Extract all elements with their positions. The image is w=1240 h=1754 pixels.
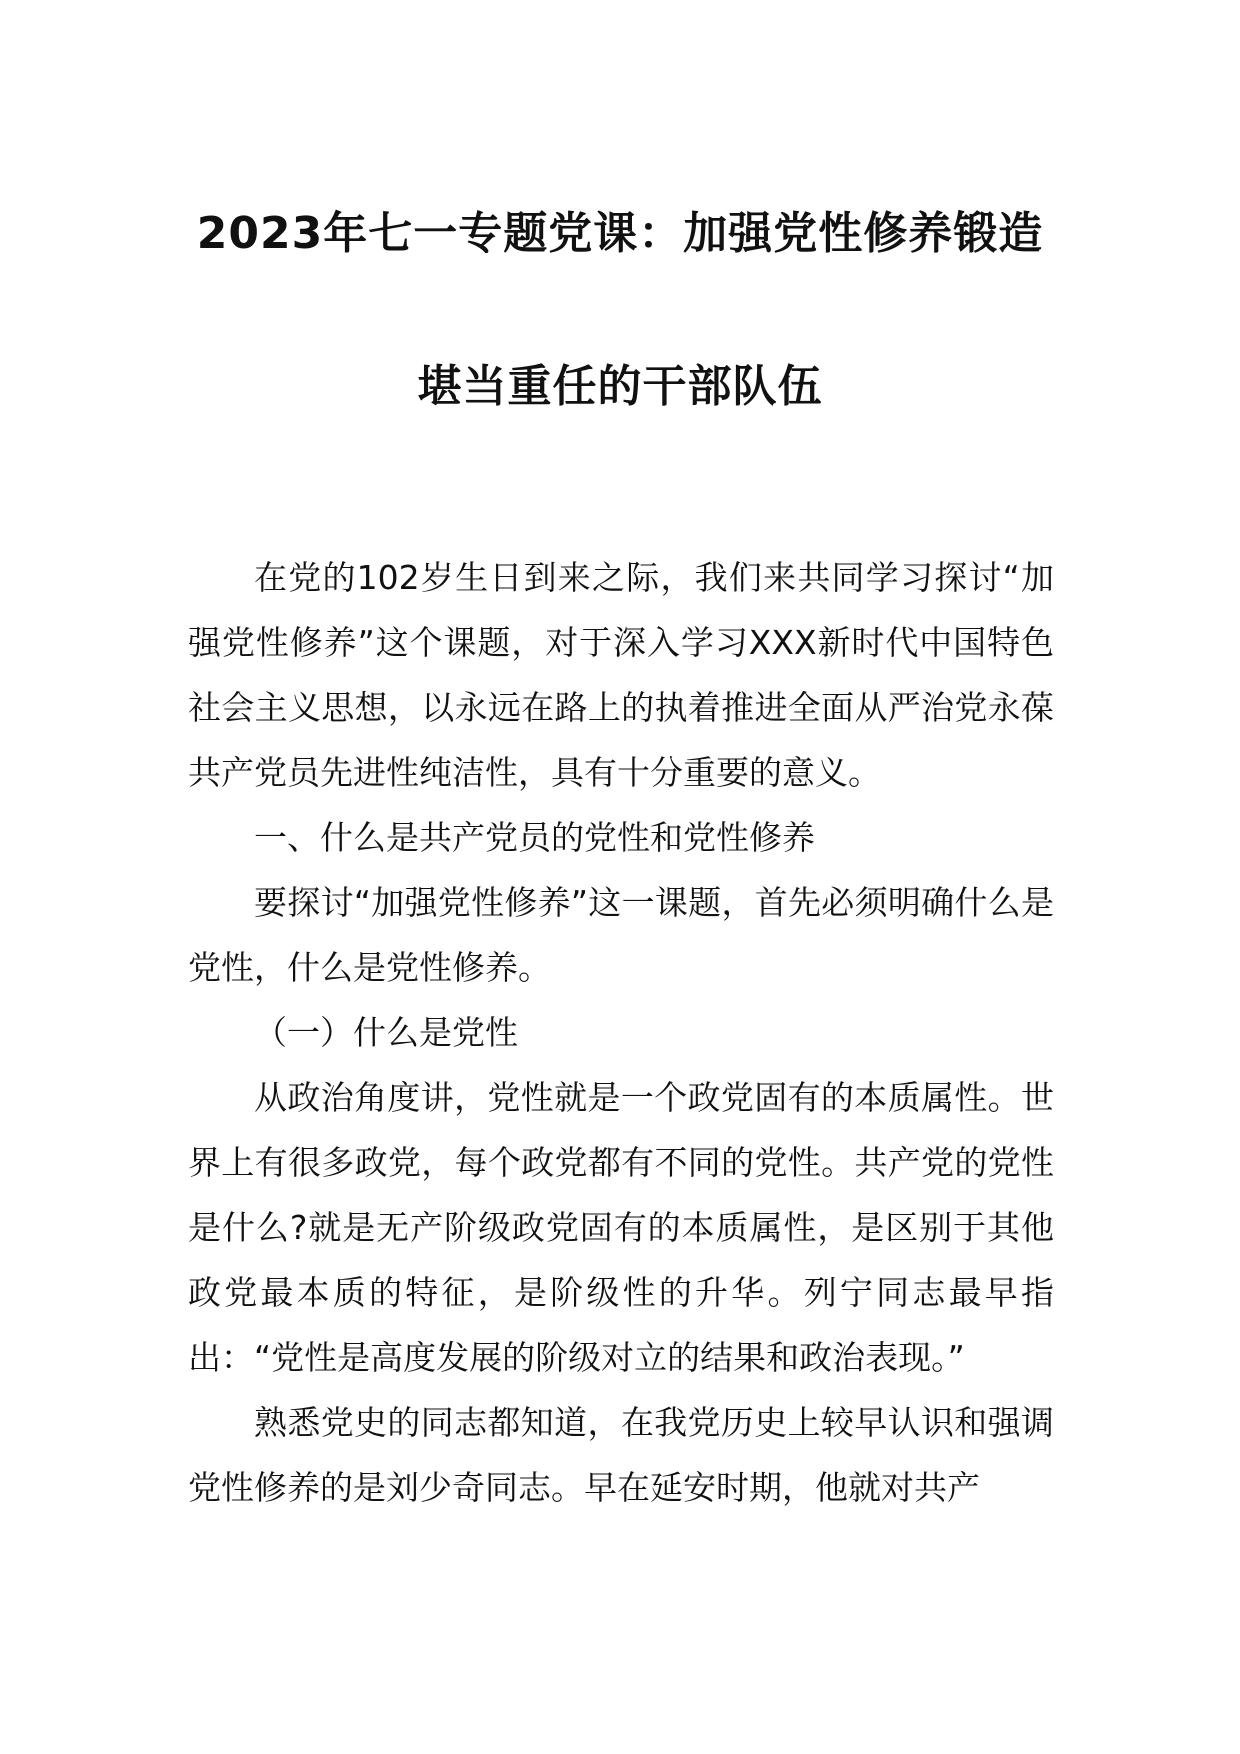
paragraph-party-nature: 从政治角度讲，党性就是一个政党固有的本质属性。世界上有很多政党，每个政党都有不同的党性。共产党的党性是什么?就是无产阶级政党固有的本质属性，是区别于其他政党最本质的特征，是阶级性的升华。列宁同志最早指出：“党性是高度发展的阶级对立的结果和政治表现。” — [188, 1078, 1054, 1377]
document-title-line-1: 2023年七一专题党课：加强党性修养锻造 — [196, 208, 1044, 259]
subsection-heading-1: （一）什么是党性 — [254, 1013, 518, 1052]
paragraph-section-1-intro: 要探讨“加强党性修养”这一课题，首先必须明确什么是党性，什么是党性修养。 — [188, 883, 1054, 987]
document-title-line-2: 堪当重任的干部队伍 — [417, 361, 823, 412]
paragraph-party-history: 熟悉党史的同志都知道，在我党历史上较早认识和强调党性修养的是刘少奇同志。早在延安时期，他就对共产 — [188, 1403, 1054, 1507]
document-body — [188, 545, 1054, 1520]
section-heading-1: 一、什么是共产党员的党性和党性修养 — [254, 818, 815, 857]
paragraph-intro: 在党的102岁生日到来之际，我们来共同学习探讨“加强党性修养”这个课题，对于深入学习XXX新时代中国特色社会主义思想，以永远在路上的执着推进全面从严治党永葆共产党员先进性纯洁性，具有十分重要的意义。 — [188, 558, 1054, 792]
